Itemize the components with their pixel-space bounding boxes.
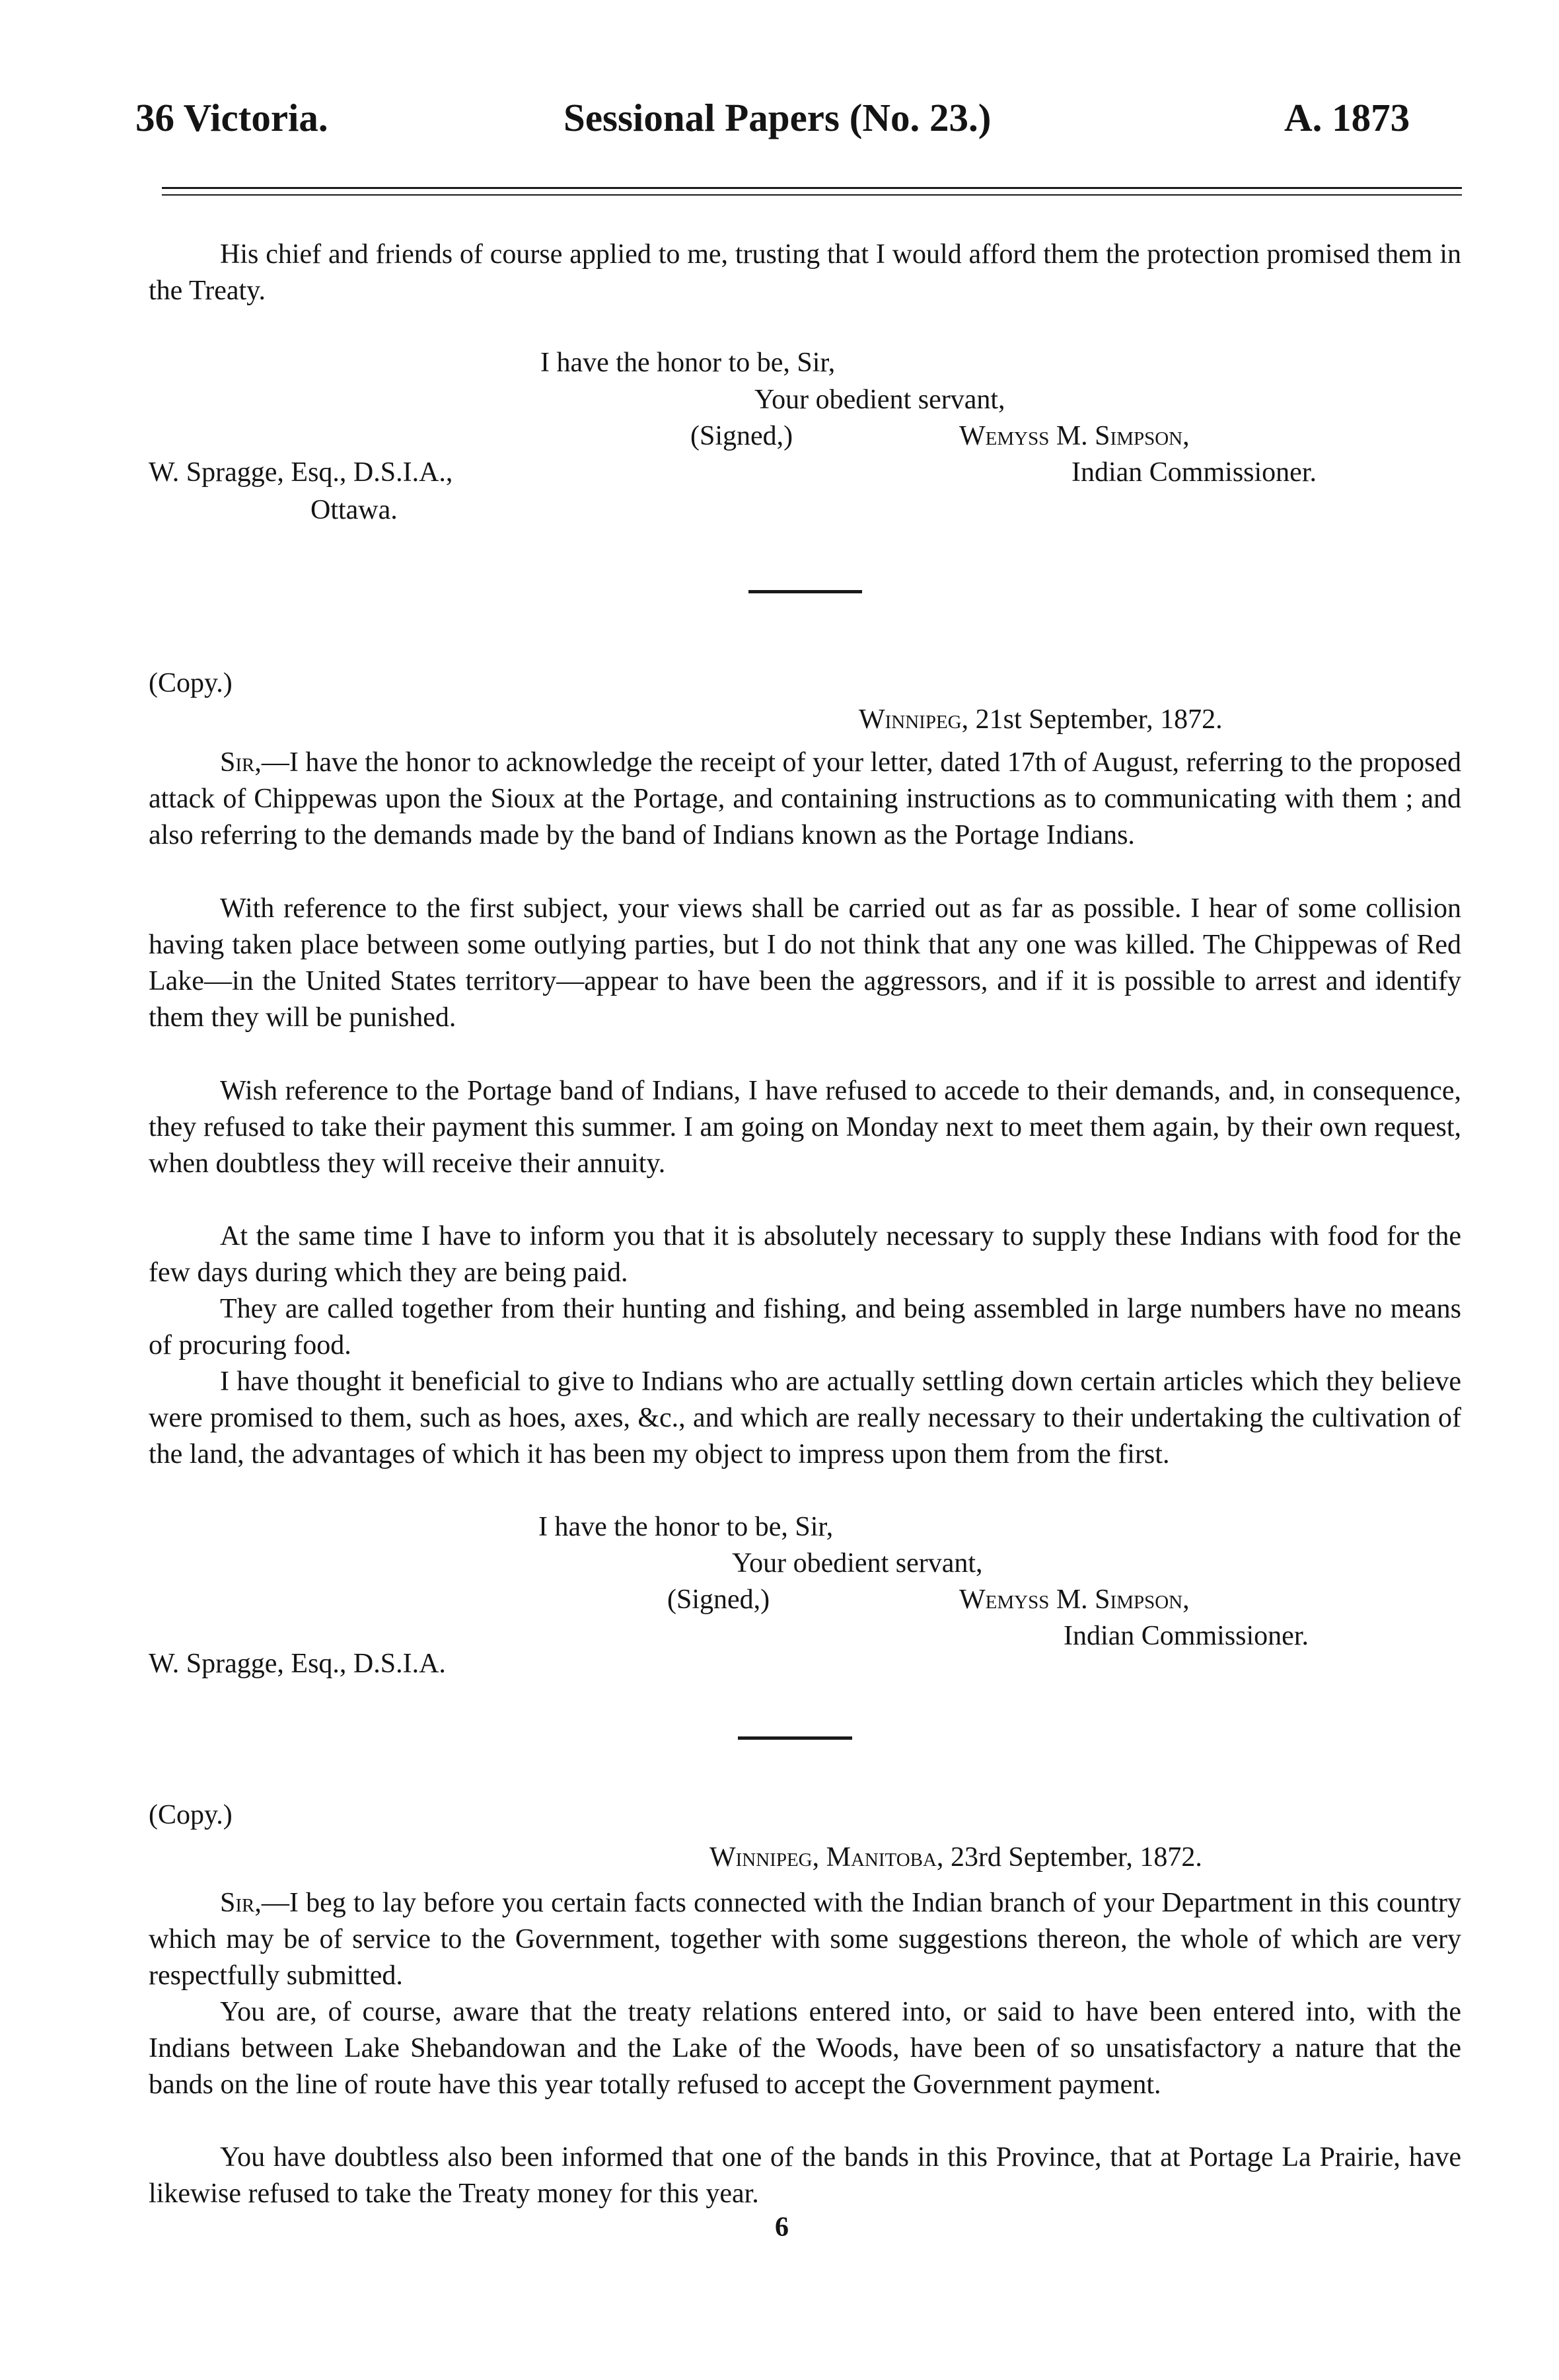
header-rule-top (162, 187, 1462, 189)
letter3-dateline-date: 23rd September, 1872. (950, 1842, 1202, 1873)
letter2-paragraph-6: I have thought it beneficial to give to Indians who are actually settling down certain articles which they believe were promised to them, such as hoes, axes, &c., and which are really necessary to their undertaking the cultivation of the land, the advantages of which it has been my object to impress upon them from the first. (149, 1366, 1461, 1469)
letter2-copy-label: (Copy.) (149, 668, 233, 698)
letter2-paragraph-1 (149, 745, 1461, 854)
letter2-paragraph-5: They are called together from their hunting and fishing, and being assembled in large numbers have no means of procuring food. (149, 1294, 1461, 1360)
section-separator-2 (738, 1736, 852, 1740)
letter2-paragraph-2: With reference to the first subject, your views shall be carried out as far as possible. I hear of some collision having taken place between some outlying parties, but I do not think that any one was killed. The Chippewas of Red Lake—in the United States territory—appear to have been the aggressors, and if it is possible to arrest and identify them they will be punished. (149, 893, 1461, 1033)
letter2-title: Indian Commissioner. (1064, 1621, 1309, 1651)
letter2-signer: Wemyss M. Simpson, (959, 1584, 1190, 1615)
letter3-salutation: Sir, (220, 1888, 262, 1918)
letter3-paragraph-3: You have doubtless also been informed that one of the bands in this Province, that at Portage La Prairie, have likewise refused to take the Treaty money for this year. (149, 2142, 1461, 2209)
letter2-servant: Your obedient servant, (732, 1548, 983, 1579)
letter1-address-place: Ottawa. (310, 495, 398, 525)
letter2-signed: (Signed,) (667, 1584, 770, 1615)
letter2-dateline-place: Winnipeg, (859, 704, 969, 735)
letter3-paragraph-1 (149, 1885, 1461, 1994)
letter2-dateline-date: 21st September, 1872. (975, 704, 1223, 735)
letter1-paragraph: His chief and friends of course applied to me, trusting that I would afford them the protection promised them in the Treaty. (149, 239, 1461, 306)
letter1-title: Indian Commissioner. (1071, 457, 1317, 488)
letter3-paragraph-1-text: —I beg to lay before you certain facts connected with the Indian branch of your Department in this country which may be of service to the Government, together with some suggestions thereon, the whole of which are very respectfully submitted. (149, 1888, 1461, 1991)
section-separator (748, 590, 862, 593)
header-rule-bottom (162, 194, 1462, 196)
letter3-copy-label: (Copy.) (149, 1800, 233, 1830)
header-right: A. 1873 (1284, 96, 1410, 139)
letter1-signer: Wemyss M. Simpson, (959, 421, 1190, 451)
letter1-servant: Your obedient servant, (754, 385, 1005, 415)
letter1-addressee: W. Spragge, Esq., D.S.I.A., (149, 457, 453, 488)
letter2-salutation: Sir, (220, 747, 262, 778)
letter3-paragraph-2: You are, of course, aware that the treaty relations entered into, or said to have been entered into, with the Indians between Lake Shebandowan and the Lake of the Woods, have been of so unsatisfactory a nature that the bands on the line of route have this year totally refused to accept the Government payment. (149, 1997, 1461, 2100)
header-center: Sessional Papers (No. 23.) (563, 96, 992, 139)
page-number: 6 (775, 2212, 789, 2243)
letter2-paragraph-3: Wish reference to the Portage band of Indians, I have refused to accede to their demands, and, in consequence, they refused to take their payment this summer. I am going on Monday next to meet them again, by their own request, when doubtless they will receive their annuity. (149, 1076, 1461, 1179)
letter1-closing: I have the honor to be, Sir, (540, 348, 836, 378)
letter2-paragraph-4: At the same time I have to inform you that it is absolutely necessary to supply these Indians with food for the few days during which they are being paid. (149, 1221, 1461, 1288)
letter2-closing: I have the honor to be, Sir, (538, 1512, 834, 1542)
letter2-addressee: W. Spragge, Esq., D.S.I.A. (149, 1649, 446, 1679)
letter1-signed: (Signed,) (690, 421, 793, 451)
letter2-paragraph-1-text: —I have the honor to acknowledge the receipt of your letter, dated 17th of August, referring to the proposed attack of Chippewas upon the Sioux at the Portage, and containing instructions as to communicating with them ; and also referring to the demands made by the band of Indians known as the Portage Indians. (149, 747, 1461, 850)
letter3-dateline-place: Winnipeg, Manitoba, (709, 1842, 944, 1873)
header-left: 36 Victoria. (135, 96, 328, 139)
